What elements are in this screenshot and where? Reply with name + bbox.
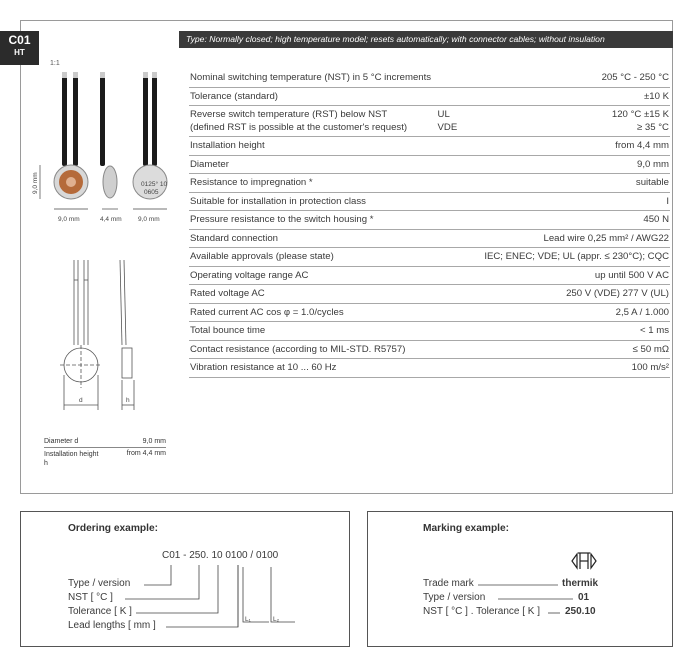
spec-value: 9,0 mm — [461, 155, 670, 174]
spec-label: Tolerance (standard) — [189, 87, 461, 106]
scale-label: 1:1 — [50, 60, 60, 67]
lead-length-l1: L₁ — [245, 616, 251, 623]
ordering-title: Ordering example: — [68, 523, 159, 534]
dim-value: from 4,4 mm — [126, 450, 166, 457]
label-d: d — [79, 397, 83, 404]
ordering-row: Lead lengths [ mm ] — [68, 620, 156, 631]
lead-wire — [73, 76, 78, 166]
spec-label: Total bounce time — [189, 322, 461, 341]
ordering-connector-lines — [21, 512, 349, 646]
spec-row — [189, 248, 670, 267]
technical-drawing — [50, 250, 165, 420]
spec-value: I — [461, 192, 670, 211]
device-marking-top: 0125° 10 — [141, 181, 168, 188]
spec-label-line: Reverse switch temperature (RST) below NST — [190, 109, 388, 120]
marking-title: Marking example: — [423, 523, 510, 534]
spec-value: 100 m/s² — [461, 359, 670, 378]
lead-wire — [152, 76, 157, 166]
spec-row — [189, 192, 670, 211]
spec-value: ≤ 50 mΩ — [461, 340, 670, 359]
spec-row — [189, 87, 670, 106]
marking-label: Type / version — [423, 592, 486, 603]
lead-wire — [100, 76, 105, 166]
spec-label: Contact resistance (according to MIL-STD. R5757) — [189, 340, 461, 359]
spec-value: IEC; ENEC; VDE; UL (appr. ≤ 230°C); CQC — [461, 248, 670, 267]
product-photo — [28, 64, 178, 229]
spec-label: Resistance to impregnation * — [189, 174, 461, 193]
spec-label: Operating voltage range AC — [189, 266, 461, 285]
marking-example-box — [367, 511, 673, 647]
spec-value: 250 V (VDE) 277 V (UL) — [461, 285, 670, 304]
spec-label: Standard connection — [189, 229, 461, 248]
spec-row — [189, 155, 670, 174]
ordering-row: Type / version — [68, 578, 131, 589]
spec-standard-line: VDE — [437, 122, 458, 133]
spec-label: Installation height — [189, 137, 461, 156]
spec-value: from 4,4 mm — [461, 137, 670, 156]
dimension-table — [44, 436, 166, 470]
spec-value-line: 120 °C ±15 K — [611, 109, 669, 120]
spec-label — [189, 106, 438, 137]
ordering-code: C01 - 250. 10 0100 / 0100 — [162, 550, 279, 561]
spec-value-line: ≥ 35 °C — [636, 122, 669, 133]
spec-row — [189, 229, 670, 248]
spec-value: suitable — [461, 174, 670, 193]
spec-row — [189, 322, 670, 341]
spec-value: up until 500 V AC — [461, 266, 670, 285]
spec-label: Rated current AC cos φ = 1.0/cycles — [189, 303, 461, 322]
ordering-example-box — [20, 511, 350, 647]
spec-table — [189, 69, 670, 378]
dim-thickness: 4,4 mm — [100, 216, 122, 223]
marking-value: 250.10 — [565, 606, 596, 617]
dim-height: 9,0 mm — [32, 172, 39, 194]
dim-diameter-2: 9,0 mm — [138, 216, 160, 223]
spec-row — [189, 106, 670, 137]
spec-value: 450 N — [461, 211, 670, 230]
spec-value — [461, 106, 670, 137]
spec-row — [189, 285, 670, 304]
spec-value: 2,5 A / 1.000 — [461, 303, 670, 322]
dim-diameter: 9,0 mm — [58, 216, 80, 223]
lead-wire — [62, 76, 67, 166]
spec-label: Rated voltage AC — [189, 285, 461, 304]
spec-label: Pressure resistance to the switch housing * — [189, 211, 461, 230]
dim-label: Diameter d — [44, 438, 79, 445]
marking-connector-lines — [368, 512, 672, 646]
spec-label: Suitable for installation in protection class — [189, 192, 461, 211]
marking-label: NST [ °C ] . Tolerance [ K ] — [423, 606, 541, 617]
dim-value: 9,0 mm — [142, 438, 166, 445]
badge-sub: HT — [14, 48, 25, 57]
lead-length-l2: L₂ — [273, 616, 280, 623]
device-marking-bottom: 0605 — [144, 189, 159, 196]
marking-value: thermik — [562, 578, 599, 589]
spec-row — [189, 266, 670, 285]
thermal-switch-side — [103, 166, 117, 198]
spec-row — [189, 211, 670, 230]
label-h: h — [126, 397, 130, 404]
ordering-row: Tolerance [ K ] — [68, 606, 132, 617]
spec-standard — [438, 106, 462, 137]
spec-value: ±10 K — [461, 87, 670, 106]
spec-row — [189, 359, 670, 378]
dim-label: Installation height h — [44, 451, 99, 467]
marking-label: Trade mark — [423, 578, 474, 589]
ordering-row: NST [ °C ] — [68, 592, 113, 603]
spec-row — [189, 174, 670, 193]
spec-standard-line: UL — [437, 109, 450, 120]
spec-value: Lead wire 0,25 mm² / AWG22 — [461, 229, 670, 248]
dim-row — [44, 436, 166, 448]
spec-label: Diameter — [189, 155, 461, 174]
spec-label: Available approvals (please state) — [189, 248, 461, 267]
spec-label: Vibration resistance at 10 ... 60 Hz — [189, 359, 461, 378]
type-description-bar: Type: Normally closed; high temperature model; resets automatically; with connector cables; without insulation — [179, 31, 673, 48]
badge-code: C01 — [8, 33, 31, 47]
dim-row — [44, 448, 166, 470]
spec-value: < 1 ms — [461, 322, 670, 341]
spec-label: Nominal switching temperature (NST) in 5 °C increments — [189, 69, 461, 87]
product-badge — [0, 31, 39, 65]
spec-label-line: (defined RST is possible at the customer's request) — [190, 122, 408, 133]
lead-wire — [143, 76, 148, 166]
spec-value: 205 °C - 250 °C — [461, 69, 670, 87]
spec-row — [189, 137, 670, 156]
spec-row — [189, 69, 670, 87]
spec-row — [189, 340, 670, 359]
spec-row — [189, 303, 670, 322]
marking-value: 01 — [578, 592, 590, 603]
